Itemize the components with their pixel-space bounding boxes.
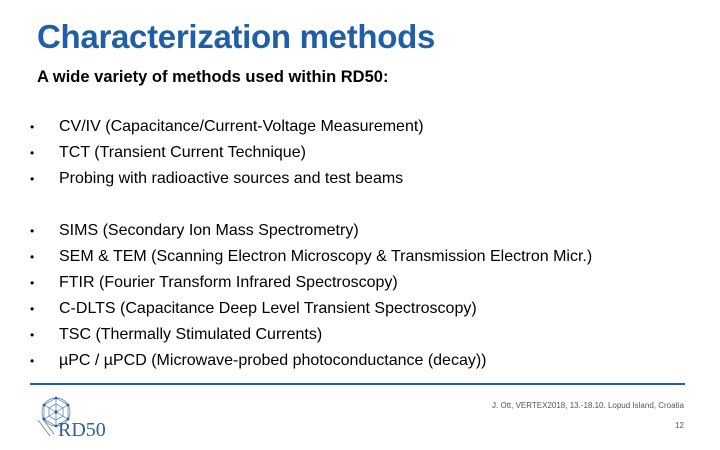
bullet-text: SIMS (Secondary Ion Mass Spectrometry) [59, 222, 359, 239]
footer-citation: J. Ott, VERTEX2018, 13.-18.10. Lopud Island, Croatia [492, 401, 684, 410]
bullet-item [30, 222, 592, 248]
bullet-icon: • [30, 302, 35, 316]
bullet-icon: • [30, 172, 35, 186]
bullet-item [30, 118, 424, 144]
slide-title: Characterization methods [37, 18, 436, 55]
bullet-list-material-analysis [30, 222, 592, 378]
bullet-icon: • [30, 276, 35, 290]
slide-subtitle: A wide variety of methods used within RD50: [37, 68, 389, 86]
bullet-icon: • [30, 354, 35, 368]
bullet-text: µPC / µPCD (Microwave-probed photoconductance (decay)) [59, 352, 487, 369]
bullet-item [30, 352, 592, 378]
logo-text: RD50 [58, 419, 106, 441]
bullet-list-measurement [30, 118, 424, 196]
bullet-icon: • [30, 250, 35, 264]
bullet-text: C-DLTS (Capacitance Deep Level Transient Spectroscopy) [59, 300, 477, 317]
footer-divider [30, 383, 685, 385]
bullet-item [30, 144, 424, 170]
bullet-icon: • [30, 328, 35, 342]
bullet-text: FTIR (Fourier Transform Infrared Spectroscopy) [59, 274, 398, 291]
rd50-logo [34, 390, 124, 444]
bullet-item [30, 274, 592, 300]
page-number: 12 [675, 421, 684, 430]
bullet-item [30, 326, 592, 352]
bullet-icon: • [30, 146, 35, 160]
bullet-item [30, 248, 592, 274]
bullet-icon: • [30, 120, 35, 134]
bullet-text: TCT (Transient Current Technique) [59, 144, 306, 161]
bullet-icon: • [30, 224, 35, 238]
bullet-text: SEM & TEM (Scanning Electron Microscopy & Transmission Electron Micr.) [59, 248, 593, 265]
bullet-item [30, 170, 424, 196]
bullet-item [30, 300, 592, 326]
bullet-text: Probing with radioactive sources and test beams [59, 170, 404, 187]
bullet-text: CV/IV (Capacitance/Current-Voltage Measurement) [59, 118, 424, 135]
bullet-text: TSC (Thermally Stimulated Currents) [59, 326, 323, 343]
